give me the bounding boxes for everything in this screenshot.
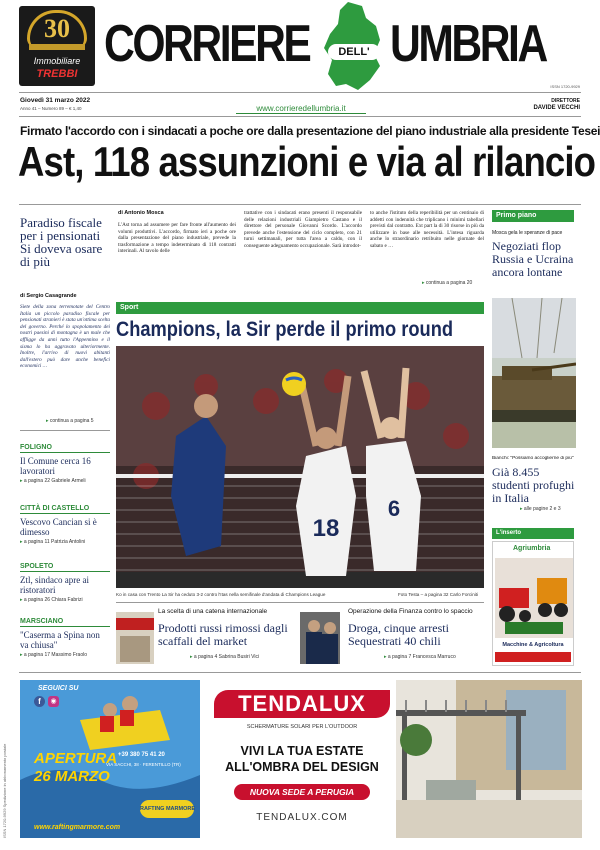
primo-piano-ref-2: ▸ alle pagine 2 e 3: [520, 506, 561, 512]
rafting-logo: RAFTING MARMORE: [140, 800, 194, 818]
brief-title: Ztl, sindaco apre ai ristoratori: [20, 575, 89, 595]
jersey-number-18: 18: [312, 515, 340, 542]
infobar-bottom-rule: [19, 116, 581, 117]
brief-ref: ▸ a pagina 26 Chiara Fabrizi: [20, 597, 110, 603]
masthead: [0, 0, 600, 92]
rafting-open-date: 26 MARZO: [34, 768, 110, 785]
tendalux-pill: NUOVA SEDE A PERUGIA: [234, 784, 370, 800]
masthead-title-right: UMBRIA: [390, 15, 546, 73]
inserto-box: [492, 541, 574, 666]
issue-number: Anno 41 – Numero 89 – € 1,40: [20, 106, 82, 111]
brief-spoleto: [20, 563, 110, 603]
rafting-open-label: APERTURA: [34, 750, 118, 767]
sport-caption: Ko in casa con Trento La Sir ha ceduto 3-2 contro l'Itas nella semifinale d'andata di Champions League: [116, 592, 326, 597]
bottom-right-ref: ▸ a pagina 7 Francesca Marruco: [384, 654, 456, 660]
brief-ref: ▸ a pagina 17 Massimo Fraolo: [20, 652, 110, 658]
primo-piano-headline-2: Già 8.455 studenti profughi in Italia: [492, 465, 575, 505]
lead-continue: ▸ continua a pagina 20: [422, 280, 472, 286]
jersey-number-6: 6: [387, 496, 401, 521]
inserto-label: L'inserto: [492, 528, 574, 539]
tendalux-subtitle: SCHERMATURE SOLARI PER L'OUTDOOR: [246, 724, 358, 730]
lead-kicker: Firmato l'accordo con i sindacati a poche ore dalla presentazione del piano industriale alla presidente Tesei: [20, 124, 600, 138]
badge-number: 30: [44, 14, 70, 43]
rafting-url[interactable]: www.raftingmarmore.com: [34, 824, 121, 831]
inserto-footer-band: [495, 652, 571, 662]
badge-line2: TREBBI: [36, 68, 78, 80]
pergola-photo: [396, 680, 582, 838]
left-story-headline: Paradiso fiscale per i pensionati Si doveva osare di più: [20, 215, 103, 269]
brief-title: "Caserma a Spina non va chiusa": [20, 630, 100, 650]
sport-label: Sport: [116, 302, 484, 314]
rafting-address: VIA SACCHI, 38 · FERENTILLO (TR): [106, 762, 181, 767]
lead-col-1: L'Ast torna ad assumere per fare fronte all'aumento dei volumi produttivi. L'accordo, firmato ieri a poche ore dalla presentazione del piano industriale, prevede la trasformazione a tempo indeterminato di 118 contratti interinali. Al tavolo delle: [118, 222, 236, 255]
brief-city: SPOLETO: [20, 563, 110, 572]
brief-title: Vescovo Cancian si è dimesso: [20, 517, 97, 537]
ads-top-rule: [19, 672, 581, 673]
badge-ribbon: [29, 44, 85, 50]
director-name: DAVIDE VECCHI: [533, 105, 580, 111]
tendalux-line2: ALL'OMBRA DEL DESIGN: [225, 760, 379, 774]
left-story-continue: ▸ continua a pagina 5: [46, 418, 94, 424]
rafting-follow-label: SEGUICI SU: [38, 685, 79, 692]
left-story-body: Siete della zona terremotate del Centro Italia un piccolo paradiso fiscale per pensionati stranieri è stata un'ottima scelta del governo. Perché lo spopolamento dei nostri paesini di montagna è un male che affligge da anni tutto l'Appennino e il sisma lo ha aggravato ulteriormente. Inoltre, l'arrivo di nuovi abitanti dall'estero può dare anche benefici economici …: [20, 304, 110, 370]
police-photo: [300, 612, 340, 664]
instagram-icon[interactable]: ◉: [48, 696, 59, 707]
brief-ref: ▸ a pagina 11 Patrizia Antolini: [20, 539, 110, 545]
brief-city: FOLIGNO: [20, 444, 110, 453]
tendalux-ad[interactable]: [206, 680, 582, 838]
brief-city: CITTÀ DI CASTELLO: [20, 505, 110, 514]
brief-title: Il Comune cerca 16 lavoratori: [20, 456, 91, 476]
masthead-dell-pill: DELL': [328, 44, 380, 60]
website-link[interactable]: www.corrieredellumbria.it: [236, 104, 366, 114]
tendalux-logo: TENDALUX: [214, 690, 390, 718]
lead-col-2: trattative con i sindacati erano presenti il responsabile delle relazioni industriali Giampietro Castano e il direttore del personale Giovanni Scordo. L'accordo prevede anche l'estensione del ciclo completo, con 21 turni settimanali, per tutta l'area a caldo, con il conseguente adeguamento occupazionale. Sarà introdot-: [244, 210, 362, 249]
primo-piano-kicker: Mosca gela le speranze di pace: [492, 230, 563, 236]
issue-date: Giovedì 31 marzo 2022: [20, 97, 91, 104]
brief-foligno: [20, 444, 110, 484]
lead-col-3: to anche l'istituto della reperibilità per un centinaio di addetti con indennità che triplicano i minimi tabellari previsti dal contratto. Ext part la di 30 risorse in più da utilizzare in base alle necessità. L'intesa riguarda anche lo straordinario retribuito nelle giornate del sabato e …: [370, 210, 484, 249]
brief-marsciano: [20, 618, 110, 658]
lead-bottom-rule: [19, 204, 581, 205]
left-story-byline: di Sergio Casagrande: [20, 293, 77, 299]
tendalux-line1: VIVI LA TUA ESTATE: [240, 744, 364, 758]
bottom-left-headline: Prodotti russi rimossi dagli scaffali del market: [158, 621, 288, 648]
supermarket-photo: [116, 612, 154, 664]
bottom-left-kicker: La scelta di una catena internazionale: [158, 608, 268, 615]
tractor-photo: [495, 558, 573, 638]
director-label: DIRETTORE: [551, 98, 580, 104]
lead-byline: di Antonio Mosca: [118, 210, 164, 216]
infobar-top-rule: [19, 92, 581, 93]
tank-photo: [492, 298, 576, 448]
facebook-icon[interactable]: f: [34, 696, 45, 707]
primo-piano-label: Primo piano: [492, 210, 574, 222]
masthead-title-left: CORRIERE: [104, 15, 310, 73]
anniversary-badge: [19, 6, 95, 86]
volleyball-photo: [116, 346, 484, 588]
bottom-left-ref: ▸ a pagina 4 Sabrina Busiri Vici: [190, 654, 259, 660]
primo-piano-kicker-2: Bianchi: "Possiamo accoglierne di più": [492, 456, 574, 461]
rafting-ad[interactable]: [20, 680, 200, 838]
spine-strip: ISSN 1720-9929 Spedizione in abbonamento postale: [2, 743, 7, 838]
inserto-brand: Agriumbria: [513, 545, 551, 552]
bottom-right-headline: Droga, cinque arresti Sequestrati 40 chili: [348, 621, 449, 648]
brief-ref: ▸ a pagina 22 Gabriele Armeli: [20, 478, 110, 484]
lead-headline: Ast, 118 assunzioni e via al rilancio: [18, 138, 596, 185]
sport-ref: Foto Testa – a pagina 32 Carlo Forciniti: [398, 592, 479, 597]
brief-city: MARSCIANO: [20, 618, 110, 627]
primo-piano-headline: Negoziati flop Russia e Ucraina ancora lontane: [492, 239, 574, 279]
rafting-phone: +39 380 75 41 20: [118, 752, 165, 758]
badge-line1: Immobiliare: [33, 56, 81, 66]
brief-citta-di-castello: [20, 505, 110, 545]
sport-bottom-rule: [116, 602, 484, 603]
inserto-tagline: Macchine & Agricoltura: [502, 642, 564, 648]
issn-label: ISSN 1720-9929: [550, 84, 580, 89]
left-col-rule: [20, 430, 110, 431]
tendalux-url[interactable]: TENDALUX.COM: [256, 812, 348, 823]
bottom-right-kicker: Operazione della Finanza contro lo spaccio: [348, 608, 473, 615]
sport-headline: Champions, la Sir perde il primo round: [116, 318, 454, 341]
